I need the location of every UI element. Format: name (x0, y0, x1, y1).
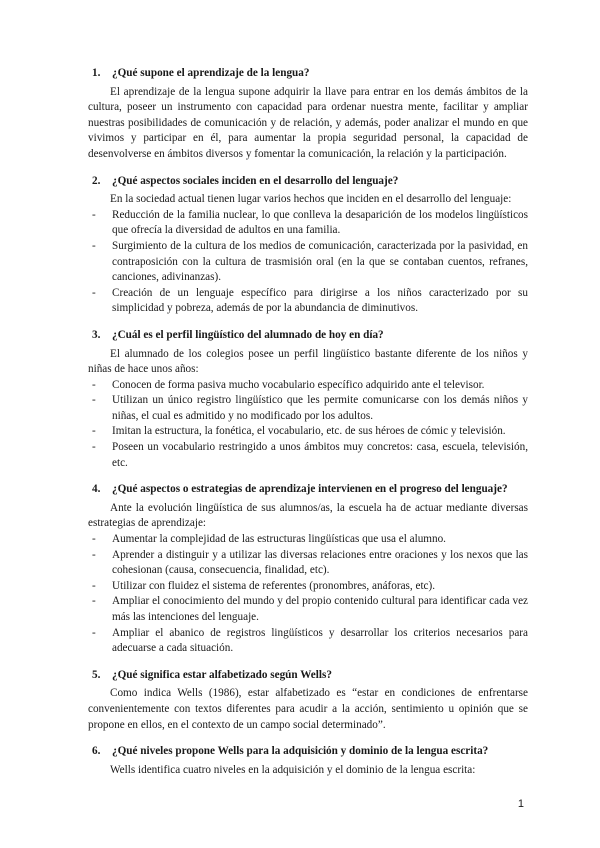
bullet-dash: - (92, 425, 96, 438)
answer-paragraph: Como indica Wells (1986), estar alfabetizado es “estar en condiciones de enfrentarse convenientemente con textos diferentes para acudir a la acción, sentimiento u opinión que se propone en ellos, en el contexto de un campo social determinado”. (88, 687, 528, 731)
question-number: 6. (92, 745, 101, 758)
bullet-dash: - (92, 208, 96, 221)
question-title: ¿Qué significa estar alfabetizado según Wells? (112, 668, 332, 681)
question-heading (88, 328, 528, 344)
question-heading (88, 174, 528, 190)
question-number: 5. (92, 668, 101, 681)
bullet-dash: - (92, 239, 96, 252)
question-number: 1. (92, 67, 101, 79)
question-section (88, 174, 528, 317)
page-number: 1 (517, 798, 524, 810)
question-heading (88, 482, 528, 498)
document-body (88, 66, 528, 789)
bullet-text: Surgimiento de la cultura de los medios de comunicación, caracterizada por la pasividad, en contraposición con la cultura de trasmisión oral (en la que se contaban cuentos, refranes, canciones, adivinanzas). (112, 239, 528, 284)
answer-paragraph: El aprendizaje de la lengua supone adquirir la llave para entrar en los demás ámbitos de la cultura, poseer un instrumento con capacidad para ordenar nuestra mente, facilitar y ampliar nuestras posibilidades de comunicación y de relación, y además, poder analizar el mundo en que vivimos y participar en él, para aumentar la propia seguridad personal, la capacidad de desenvolverse en ámbitos diversos y fomentar la comunicación, la relación y la participación. (88, 85, 528, 160)
bullet-text: Creación de un lenguaje específico para dirigirse a los niños caracterizado por su simplicidad y pobreza, además de por la abundancia de diminutivos. (112, 286, 528, 315)
bullet-text: Imitan la estructura, la fonética, el vocabulario, etc. de sus héroes de cómic y televisión. (112, 425, 506, 438)
question-section (88, 668, 528, 733)
question-number: 4. (92, 483, 101, 496)
bullet-item (88, 239, 528, 286)
bullet-list (88, 208, 528, 317)
question-heading (88, 668, 528, 684)
bullet-text: Poseen un vocabulario restringido a unos ámbitos muy concretos: casa, escuela, televisión, etc. (112, 441, 528, 469)
bullet-dash: - (92, 533, 96, 546)
question-title: ¿Cuál es el perfil lingüístico del alumnado de hoy en día? (112, 328, 384, 341)
bullet-item (88, 208, 528, 239)
bullet-item (88, 594, 528, 625)
bullet-item (88, 378, 528, 394)
question-section (88, 482, 528, 657)
question-title: ¿Qué aspectos sociales inciden en el desarrollo del lenguaje? (112, 174, 399, 187)
bullet-text: Ampliar el conocimiento del mundo y del propio contenido cultural para identificar cada vez más las intenciones del lenguaje. (112, 595, 528, 623)
bullet-item (88, 393, 528, 424)
bullet-dash: - (92, 626, 96, 639)
bullet-text: Aumentar la complejidad de las estructuras lingüísticas que usa el alumno. (112, 533, 446, 546)
answer-paragraph: El alumnado de los colegios posee un perfil lingüístico bastante diferente de los niños y niñas de hace unos años: (88, 347, 528, 376)
bullet-text: Ampliar el abanico de registros lingüísticos y desarrollar los criterios necesarios para adecuarse a cada situación. (112, 626, 528, 655)
bullet-list (88, 378, 528, 472)
question-title: ¿Qué niveles propone Wells para la adquisición y dominio de la lengua escrita? (112, 745, 489, 758)
answer-paragraph: Wells identifica cuatro niveles en la adquisición y el dominio de la lengua escrita: (110, 763, 476, 776)
question-title: ¿Qué supone el aprendizaje de la lengua? (112, 67, 310, 79)
bullet-item (88, 579, 528, 595)
bullet-dash: - (92, 579, 96, 592)
bullet-text: Utilizan un único registro lingüístico que les permite comunicarse con los demás niños y niñas, el cual es admitido y no modificado por los adultos. (112, 394, 528, 422)
bullet-item (88, 626, 528, 657)
bullet-dash: - (92, 595, 96, 608)
question-number: 3. (92, 328, 101, 341)
bullet-text: Reducción de la familia nuclear, lo que conlleva la desaparición de los modelos lingüísticos que ofrecía la diversidad de adultos en una familia. (112, 208, 528, 237)
bullet-text: Aprender a distinguir y a utilizar las diversas relaciones entre oraciones y los nexos que las cohesionan (causa, consecuencia, finalidad, etc). (112, 548, 528, 577)
question-number: 2. (92, 174, 101, 187)
question-heading (88, 66, 528, 82)
bullet-dash: - (92, 286, 96, 299)
bullet-item (88, 548, 528, 579)
bullet-dash: - (92, 378, 96, 391)
question-heading (88, 744, 528, 760)
bullet-text: Utilizar con fluidez el sistema de referentes (pronombres, anáforas, etc). (112, 579, 436, 592)
bullet-item (88, 532, 528, 548)
answer-paragraph: Ante la evolución lingüística de sus alumnos/as, la escuela ha de actuar mediante diversas estrategias de aprendizaje: (88, 501, 528, 530)
bullet-item (88, 440, 528, 471)
bullet-dash: - (92, 548, 96, 561)
bullet-item (88, 286, 528, 317)
question-section (88, 66, 528, 163)
bullet-item (88, 424, 528, 440)
bullet-list (88, 532, 528, 657)
bullet-text: Conocen de forma pasiva mucho vocabulario específico adquirido ante el televisor. (112, 378, 485, 391)
bullet-dash: - (92, 394, 96, 407)
question-section (88, 328, 528, 471)
bullet-dash: - (92, 441, 96, 454)
question-section (88, 744, 528, 778)
question-title: ¿Qué aspectos o estrategias de aprendizaje intervienen en el progreso del lenguaje? (112, 483, 508, 496)
answer-paragraph: En la sociedad actual tienen lugar varios hechos que inciden en el desarrollo del lenguaje: (110, 193, 512, 206)
